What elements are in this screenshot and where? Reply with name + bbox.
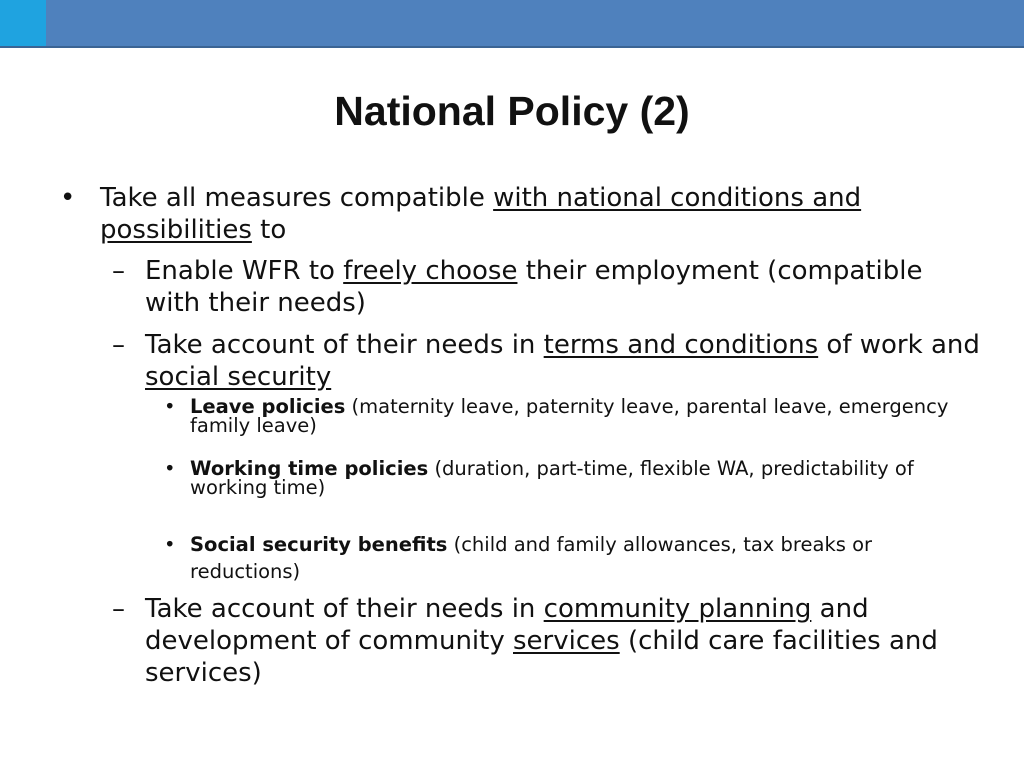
item-leave-rest: (maternity leave, paternity leave, parental leave, emergency family leave) <box>190 395 949 437</box>
item-social-bold: Social security benefits <box>190 533 448 556</box>
header-accent <box>0 0 46 46</box>
slide-title: National Policy (2) <box>334 88 690 134</box>
bullet-measures-suffix: to <box>251 215 287 245</box>
header-bar <box>0 0 1024 48</box>
item-working-time <box>60 459 980 497</box>
sub-terms-prefix: Take account of their needs in <box>145 330 544 360</box>
bullet-dot-icon: • <box>164 395 176 418</box>
bullet-measures <box>60 182 980 246</box>
sub-community-prefix: Take account of their needs in <box>145 594 544 624</box>
sub-bullet-community <box>60 593 980 689</box>
sub-bullet-terms <box>60 329 980 393</box>
sub-employment-prefix: Enable WFR to <box>145 256 344 286</box>
sub-bullet-employment <box>60 255 980 319</box>
item-social-security <box>60 531 980 585</box>
sub-terms-underlined-2: social security <box>145 362 332 392</box>
bullet-dot-icon: • <box>164 533 176 556</box>
sub-terms-middle: of work and <box>818 330 980 360</box>
bullet-measures-prefix: Take all measures compatible <box>100 183 494 213</box>
dash-bullet-icon: – <box>112 594 125 624</box>
dash-bullet-icon: – <box>112 256 125 286</box>
item-social-rest: (child and family allowances, tax breaks or reductions) <box>190 533 873 583</box>
item-leave-policies <box>60 397 980 435</box>
dash-bullet-icon: – <box>112 330 125 360</box>
item-leave-bold: Leave policies <box>190 395 346 418</box>
sub-community-suffix: (child care facilities and services) <box>145 626 938 688</box>
sub-community-underlined-2: services <box>513 626 620 656</box>
bullet-measures-underlined: with national conditions and possibilities <box>100 183 862 245</box>
bullet-dot-icon: • <box>60 183 76 213</box>
sub-employment-suffix: their employment (compatible with their needs) <box>145 256 923 318</box>
slide-body <box>60 182 980 689</box>
sub-community-middle: and development of community <box>145 594 869 656</box>
sub-community-underlined-1: community planning <box>543 594 812 624</box>
item-working-rest: (duration, part-time, flexible WA, predictability of working time) <box>190 457 914 499</box>
sub-employment-underlined: freely choose <box>343 256 518 286</box>
sub-terms-underlined-1: terms and conditions <box>543 330 819 360</box>
item-working-bold: Working time policies <box>190 457 429 480</box>
bullet-dot-icon: • <box>164 457 176 480</box>
